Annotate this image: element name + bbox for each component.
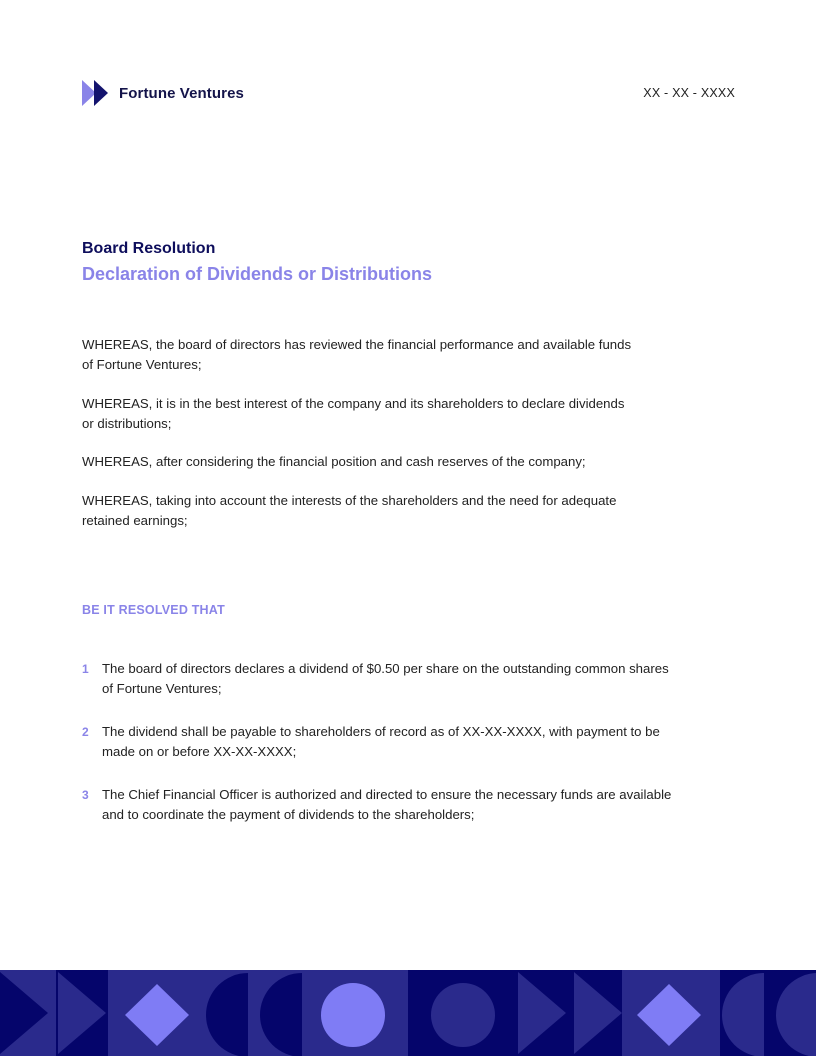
clause-line: retained earnings; — [82, 512, 188, 528]
resolution-line: The board of directors declares a dividend of $0.50 per share on the outstanding common shares — [102, 661, 669, 676]
resolution-line: The Chief Financial Officer is authorized and directed to ensure the necessary funds are available — [102, 787, 672, 802]
resolution-line: of Fortune Ventures; — [102, 681, 222, 696]
circle-shape — [431, 983, 495, 1047]
resolution-number: 3 — [82, 788, 89, 802]
page-subtitle: Declaration of Dividends or Distributions — [82, 264, 433, 284]
page-title: Board Resolution — [82, 240, 216, 257]
resolution-line: made on or before XX-XX-XXXX; — [102, 744, 297, 759]
clause-line: WHEREAS, the board of directors has reviewed the financial performance and available funds — [82, 337, 632, 352]
page-header — [82, 78, 735, 110]
resolution-text — [102, 785, 671, 825]
clause-line: WHEREAS, it is in the best interest of the company and its shareholders to declare dividends — [82, 395, 625, 411]
whereas-clause — [82, 452, 702, 472]
clause-line: WHEREAS, taking into account the interests of the shareholders and the need for adequate — [82, 492, 617, 508]
brand-name: Fortune Ventures — [119, 84, 244, 102]
resolution-list — [82, 659, 742, 848]
clause-line: WHEREAS, after considering the financial position and cash reserves of the company; — [82, 454, 586, 469]
resolution-text — [102, 659, 669, 699]
decorative-footer — [0, 970, 816, 1056]
whereas-clause — [82, 491, 702, 531]
resolution-item — [82, 785, 742, 825]
document-date: XX - XX - XXXX — [643, 86, 735, 100]
whereas-clause — [82, 394, 702, 434]
clause-line: or distributions; — [82, 415, 172, 431]
double-chevron-icon — [82, 78, 110, 108]
whereas-clauses — [82, 335, 702, 549]
resolution-number: 1 — [82, 662, 89, 676]
resolution-line: and to coordinate the payment of dividends to the shareholders; — [102, 807, 475, 822]
resolution-item — [82, 659, 742, 699]
clause-line: of Fortune Ventures; — [82, 357, 202, 372]
resolution-number: 2 — [82, 725, 89, 739]
footer-pattern — [0, 970, 816, 1056]
circle-shape — [321, 983, 385, 1047]
resolution-line: The dividend shall be payable to shareholders of record as of XX-XX-XXXX, with payment to be — [102, 724, 660, 739]
resolved-heading: BE IT RESOLVED THAT — [82, 603, 225, 617]
resolution-item — [82, 722, 742, 762]
whereas-clause — [82, 335, 702, 375]
title-block — [82, 240, 432, 285]
resolution-text — [102, 722, 660, 762]
brand-logo — [82, 78, 244, 108]
